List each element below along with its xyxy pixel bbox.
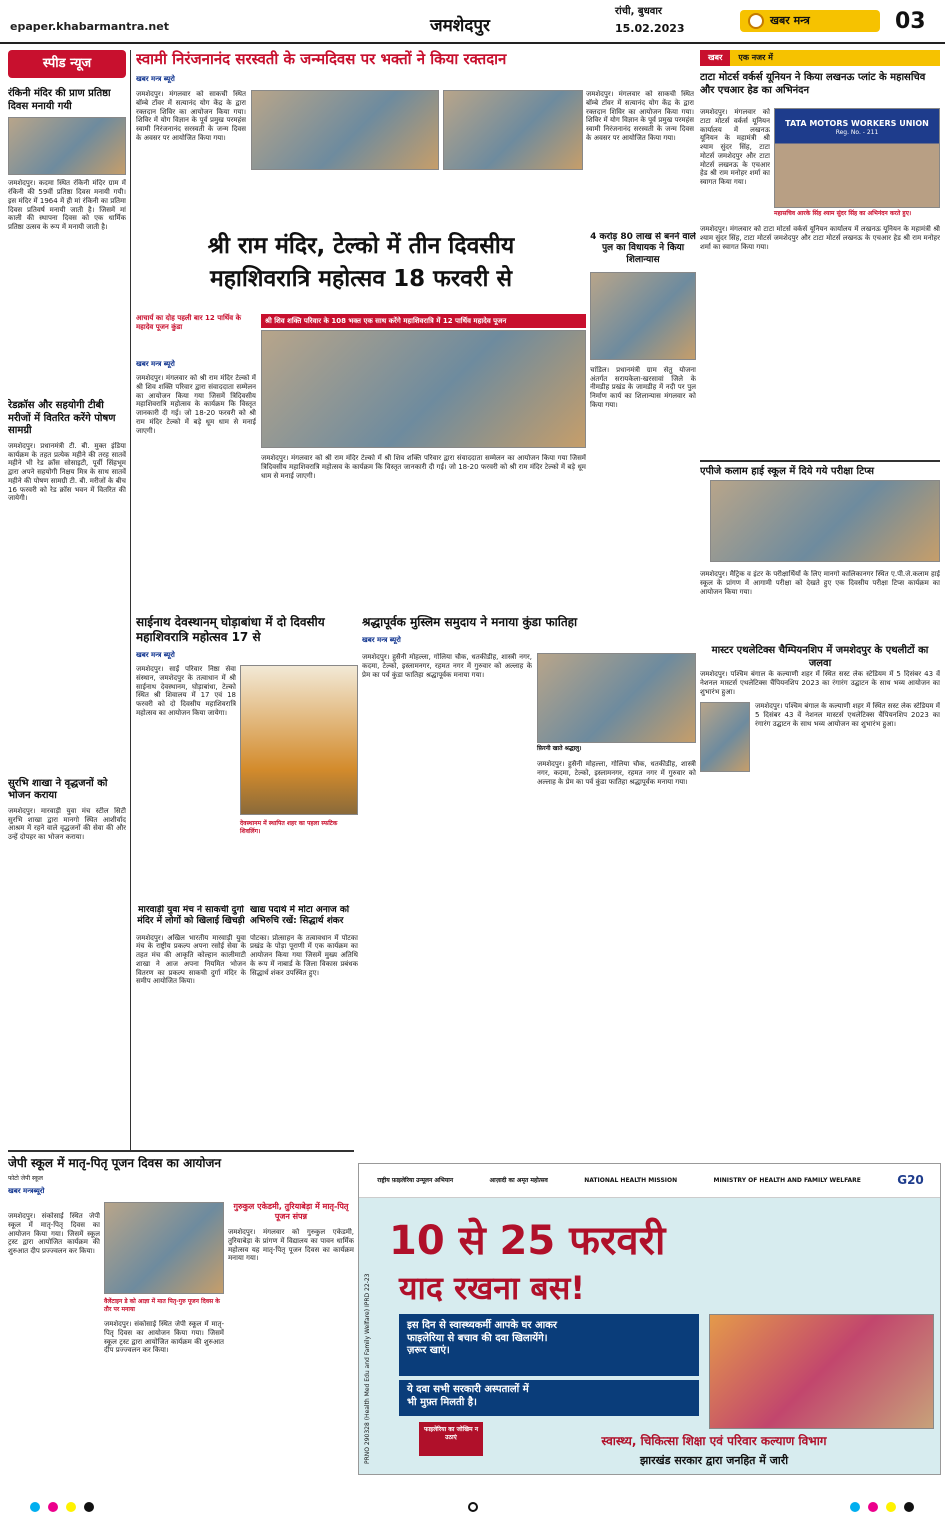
- speed-news-badge: स्पीड न्यूज: [8, 50, 126, 78]
- magenta-mark-icon: [48, 1502, 58, 1512]
- filaria-campaign-logo: राष्ट्रीय फ़ाइलेरिया उन्मूलन अभियान: [377, 1176, 454, 1184]
- page-number: 03: [895, 9, 926, 34]
- kunda-fatiha-body: जमशेदपुर। हुसैनी मोहल्ला, गोलिया चौक, धतकीडीह, शास्त्री नगर, कदमा, टेल्को, इस्लामनगर, रहमत नगर में गुरुवार को अल्लाह के प्रेम का पर्व कुंडा फातिहा श्रद्धापूर्वक मनाया गया।: [362, 653, 532, 679]
- black-mark-right-icon: [904, 1502, 914, 1512]
- jp-school-byline: खबर मन्त्रब्यूरो: [8, 1186, 45, 1195]
- kunda-fatiha-byline: खबर मन्त्र ब्यूरो: [362, 636, 401, 644]
- sainath-byline: खबर मन्त्र ब्यूरो: [136, 651, 175, 659]
- fatiha-caption: फ़िरनी खाते श्रद्धालु।: [537, 745, 582, 752]
- ad-message-box-2: ये दवा सभी सरकारी अस्पतालों में भी मुफ़्त मिलती है।: [399, 1380, 699, 1416]
- mahashivratri-photo-caption: श्री शिव शक्ति परिवार के 108 भक्त एक साथ करेंगे महाशिवरात्रि में 12 पार्थिव महादेव पूजन: [261, 314, 586, 328]
- top-story-title: स्वामी निरंजनानंद सरस्वती के जन्मदिवस पर भक्तों ने किया रक्तदान: [136, 50, 507, 68]
- sainath-caption: देवस्थानम में स्थापित शहर का पहला स्फटिक शिवलिंग।: [240, 820, 338, 835]
- tata-union-caption: महासचिव आरके सिंह श्याम सुंदर सिंह का अभिनंदन करते हुए।: [774, 210, 912, 217]
- sainath-body: जमशेदपुर। साईं परिवार निष्ठा सेवा संस्थान, जमशेदपुर के तत्वाधान में श्री साईनाथ देवस्थानम, घोड़ाबांधा, टेल्को स्थित श्री शिवालय में 17 एवं 18 फरवरी को दो दिवसीय महाशिवरात्रि महोत्सव का आयोजन किया जायेगा।: [136, 665, 236, 717]
- edition-city: जमशेदपुर: [430, 16, 490, 36]
- yellow-mark-right-icon: [886, 1502, 896, 1512]
- athletics-body-cont: जमशेदपुर। पश्चिम बंगाल के कल्याणी शहर में स्थित सस्ट लेक स्टेडियम में 5 दिसंबर 43 वें नेशनल मास्टर्स एथलेटिक्स चैंपियनशिप 2023 का रंगारंग उद्घाटन के साथ भव्य आयोजन का शुभारंभ हुआ।: [755, 702, 940, 728]
- mahashivratri-story: [136, 232, 586, 612]
- masthead: [0, 0, 945, 44]
- blood-donation-photo-2: [443, 90, 583, 170]
- top-story: [136, 50, 696, 230]
- athletics-title: मास्टर एथलेटिक्स चैम्पियनशिप में जमशेदपुर के एथलीटों का जलवा: [711, 645, 929, 669]
- jp-school-caption: वैलेंटाइन डे को आज्ञा में मात पितृ-गुरु पूजन दिवस के तौर पर मनाया: [104, 1298, 220, 1313]
- ad-headline-2: याद रखना बस!: [399, 1269, 585, 1307]
- ad-logo-strip: [359, 1164, 941, 1198]
- speed-news-column: [8, 50, 126, 1150]
- mahashivratri-kicker: आचार्य का दोह पहली बार 12 पार्थिव के महादेव पूजन कुंडा: [136, 314, 241, 331]
- kunda-fatiha-story: [362, 615, 696, 905]
- speed-news-body-2: जमशेदपुर। प्रधानमंत्री टी. बी. मुक्त इंडिया कार्यक्रम के तहत प्रत्येक महीने की तरह सातवें महीने भी रेड क्रॉस सोसाइटी, पूर्वी सिंहभूम द्वारा अपने सहयोगी निक्षय मित्र के साथ सातवें महीने की पोषण सामग्री टी. बी. मरीजों के बीच 16 फरवरी को रेड क्रॉस भवन में वितरित की जायेगी।: [8, 441, 126, 503]
- apj-body: जमशेदपुर। मैट्रिक व इंटर के परीक्षार्थियों के लिए मानगो कालिकानगर स्थित ए.पी.जे.कलाम हाई स्कूल के प्रांगण में आगामी परीक्षा को देखते हुए एक दिवसीय परीक्षा टिप्स कार्यक्रम का आयोजन किया गया।: [700, 570, 940, 596]
- mahashivratri-body: जमशेदपुर। मंगलवार को श्री राम मंदिर टेल्को में श्री शिव शक्ति परिवार द्वारा संवाददाता सम्मेलन का आयोजन किया गया जिसमें त्रिदिवसीय महाशिवरात्रि महोत्सव के कार्यक्रम कि विस्तृत जानकारी दी गई। जो 18-20 फरवरी को श्री राम मंदिर टेल्को में बड़े धूम धाम से मनाई जाएगी।: [136, 374, 256, 435]
- tata-union-body: जमशेदपुर। मंगलवार को टाटा मोटर्स वर्कर्स यूनियन कार्यालय में लखनऊ यूनियन के महामंत्री श्री श्याम सुंदर सिंह, टाटा मोटर्स जमशेदपुर और टाटा मोटर्स लखनऊ के एचआर हेड श्री राम मनोहर शर्मा का स्वागत किया गया।: [700, 108, 770, 186]
- bridge-body: चांडिल। प्रधानमंत्री ग्राम सेतु योजना अंतर्गत सरायकेला-खरसावां जिले के नीमडीह प्रखंड के जामडीह में नदी पर पुल निर्माण कार्य का शिलान्यास मंगलवार को किया गया।: [590, 365, 696, 409]
- speed-news-body-3: जमशेदपुर। मारवाड़ी युवा मंच स्टील सिटी सुरभि शाखा द्वारा मानगो स्थित आशीर्वाद आश्रम में रहने वाले वृद्धजनों की सेवा की और उन्हें दोपहर का भोजन कराया।: [8, 806, 126, 841]
- rankini-photo: [8, 117, 126, 175]
- black-mark-icon: [84, 1502, 94, 1512]
- apj-photo: [710, 480, 940, 562]
- edition-date: 15.02.2023: [615, 22, 685, 35]
- athlete-photo: [700, 702, 750, 772]
- brand-logo: खबर मन्त्र: [740, 10, 880, 32]
- millet-body: पोटका। प्रोत्साहन के तत्वावधान में पोटका प्रखंड के पोड़ा पूराणी में एक कार्यक्रम का आयोजन किया गया जिसमें मुख्य अतिथि के रूप में नाबार्ड के जिला विकास प्रबंधक सिद्धार्थ शंकर उपस्थित हुए।: [250, 933, 358, 977]
- g20-logo: G20: [897, 1173, 924, 1187]
- print-registration-strip: [0, 1497, 945, 1517]
- millet-story: [250, 905, 358, 1155]
- jp-school-story: [8, 1150, 354, 1495]
- marwari-story: [136, 905, 246, 1155]
- jp-school-body: जमशेदपुर। संकोसाई स्थित जेपी स्कूल में मातृ-पितृ दिवस का आयोजन किया गया। जिसमें स्कूल ट्रस्ट द्वारा आयोजित कार्यक्रम की शुरुआत दीप प्रज्ज्वलन कर किया।: [8, 1212, 100, 1255]
- apj-title: एपीजे कलाम हाई स्कूल में दिये गये परीक्षा टिप्स: [700, 460, 940, 479]
- cyan-mark-icon: [30, 1502, 40, 1512]
- bridge-story: [590, 232, 696, 612]
- filaria-advertisement: [358, 1163, 941, 1475]
- brand-mark-icon: [748, 13, 764, 29]
- marwari-body: जमशेदपुर। अखिल भारतीय मारवाड़ी युवा मंच के राष्ट्रीय प्रकल्प अपना रसोई सेवा के तहत मंच की आकृति कोल्हान कालीमाटी शाखा ने आज अपना नियमित भोजन वितरण का प्रकल्प साकची दुर्गा मंदिर के समीप आयोजित किया।: [136, 933, 246, 986]
- top-story-byline: खबर मन्त्र ब्यूरो: [136, 74, 175, 83]
- shivling-photo: [240, 665, 358, 815]
- azadi-logo: आज़ादी का अमृत महोत्सव: [489, 1176, 548, 1184]
- kunda-fatiha-body-cont: जमशेदपुर। हुसैनी मोहल्ला, गोलिया चौक, धतकीडीह, शास्त्री नगर, कदमा, टेल्को, इस्लामनगर, रहमत नगर में गुरुवार को अल्लाह के प्रेम का पर्व कुंडा फातिहा श्रद्धापूर्वक मनाया गया।: [537, 760, 696, 786]
- edition-place: रांची, बुधवार: [615, 6, 663, 17]
- mahashivratri-body-cont: जमशेदपुर। मंगलवार को श्री राम मंदिर टेल्को में श्री शिव शक्ति परिवार द्वारा संवाददाता सम्मेलन का आयोजन किया गया जिसमें त्रिदिवसीय महाशिवरात्रि महोत्सव के कार्यक्रम कि विस्तृत जानकारी दी गई। जो 18-20 फरवरी को श्री राम मंदिर टेल्को में बड़े धूम धाम से मनाई जाएगी।: [261, 454, 586, 480]
- marwari-title: मारवाड़ी युवा मंच ने साकची दुर्गा मंदिर में लोगों को खिलाई खिचड़ी: [137, 905, 245, 927]
- tata-union-body-cont: जमशेदपुर। मंगलवार को टाटा मोटर्स वर्कर्स यूनियन कार्यालय में लखनऊ यूनियन के महामंत्री श्री श्याम सुंदर सिंह, टाटा मोटर्स जमशेदपुर और टाटा मोटर्स लखनऊ के एचआर हेड श्री राम मनोहर शर्मा का स्वागत किया गया।: [700, 225, 940, 251]
- top-story-body-cont: जमशेदपुर। मंगलवार को साकची स्थित बॉम्बे टॉवर में सत्यानंद योग केंद्र के द्वारा रक्तदान शिविर का आयोजन किया गया। शिविर में योग विज्ञान के पूर्व प्रमुख परमहंस स्वामी निरंजनानंद सरस्वती के जन्म दिवस के अवसर पर आयोजित किया गया।: [586, 90, 694, 142]
- jp-school-photo-credit: फोटो जेपी स्कूल: [8, 1175, 43, 1182]
- ad-headline-1: 10 से 25 फरवरी: [389, 1218, 666, 1264]
- registration-mark-icon: [468, 1502, 478, 1512]
- sainath-story: [136, 615, 358, 905]
- jp-school-photo: [104, 1202, 224, 1294]
- bridge-photo: [590, 272, 696, 360]
- magenta-mark-right-icon: [868, 1502, 878, 1512]
- fatiha-photo: [537, 653, 696, 743]
- gurukul-body: जमशेदपुर। मंगलवार को गुरुकुल एकेडमी, तुरियाबेड़ा के प्रांगण में विद्यालय का पावन धार्मिक महोत्सव यह मातृ-पितृ पूजन दिवस का कार्यक्रम मनाया गया।: [228, 1228, 354, 1263]
- tata-union-title: टाटा मोटर्स वर्कर्स यूनियन ने किया लखनऊ प्लांट के महासचिव और एचआर हेड का अभिनंदन: [700, 72, 926, 96]
- speed-news-title-2: रेडक्रॉस और सहयोगी टीबी मरीजों में वितरित करेंगे पोषण सामग्री: [8, 400, 116, 437]
- top-story-body: जमशेदपुर। मंगलवार को साकची स्थित बॉम्बे टॉवर में सत्यानंद योग केंद्र के द्वारा रक्तदान शिविर का आयोजन किया गया। शिविर में योग विज्ञान के पूर्व प्रमुख परमहंस स्वामी निरंजनानंद सरस्वती के जन्म दिवस के अवसर पर आयोजित किया गया।: [136, 90, 246, 142]
- sainath-title: साईनाथ देवस्थानम् घोड़ाबांधा में दो दिवसीय महाशिवरात्रि महोत्सव 17 से: [136, 615, 325, 644]
- speed-news-body-1: जमशेदपुर। कदमा स्थित रंकिनी मंदिर ग्राम में रंकिनी की 59वीं प्रतिष्ठा दिवस मनायी गयी। इस मंदिर में 1964 में ही मां रंकिनी का प्रतिमा दिवस प्रतिवर्ष मनायी जाती है। जिसमें मां काली की स्थापना दिवस को एक धार्मिक प्रतिष्ठा उत्सव के रूप में मनायी जाती है।: [8, 179, 126, 231]
- cyan-mark-right-icon: [850, 1502, 860, 1512]
- mahashivratri-byline: खबर मन्त्र ब्यूरो: [136, 360, 175, 368]
- ad-vertical-text: PRNO 290328 (Health Med Edu and Family Welfare) IPRD 22-23: [364, 1273, 371, 1464]
- site-url[interactable]: epaper.khabarmantra.net: [10, 20, 169, 33]
- khabar-tag: खबर एक नजर में: [700, 50, 940, 66]
- bridge-title: 4 करोड़ 80 लाख से बनने वाले पुल का विधायक ने किया शिलान्यास: [590, 232, 696, 265]
- nhm-logo: NATIONAL HEALTH MISSION: [584, 1176, 678, 1184]
- mahashivratri-photo: [261, 330, 586, 448]
- ad-risk-badge: फाइलेरिया का जोखिम न उठाएं: [419, 1422, 483, 1456]
- right-column: [700, 50, 940, 1160]
- millet-title: खाद्य पदार्थ में मोटा अनाज को अभिरुचि रखें: सिद्धार्थ शंकर: [250, 905, 350, 927]
- tata-union-photo: TATA MOTORS WORKERS UNION Reg. No. - 211: [774, 108, 940, 208]
- ad-footer-department: स्वास्थ्य, चिकित्सा शिक्षा एवं परिवार कल्याण विभाग: [601, 1434, 827, 1448]
- jp-school-title: जेपी स्कूल में मातृ-पितृ पूजन दिवस का आयोजन: [8, 1150, 354, 1171]
- athletics-body: जमशेदपुर। पश्चिम बंगाल के कल्याणी शहर में स्थित सस्ट लेक स्टेडियम में 5 दिसंबर 43 वें नेशनल मास्टर्स एथलेटिक्स चैंपियनशिप 2023 का रंगारंग उद्घाटन के साथ भव्य आयोजन का शुभारंभ हुआ।: [700, 670, 940, 696]
- mahashivratri-title-2: महाशिवरात्रि महोत्सव 18 फरवरी से: [209, 265, 513, 292]
- mohfw-logo: MINISTRY OF HEALTH AND FAMILY WELFARE: [713, 1176, 861, 1184]
- ad-family-photo: [709, 1314, 934, 1429]
- ad-message-box-1: इस दिन से स्वास्थ्यकर्मी आपके घर आकर फाइलेरिया से बचाव की दवा खिलायेंगे। ज़रूर खाएं।: [399, 1314, 699, 1376]
- blood-donation-photo-1: [251, 90, 439, 170]
- ad-footer-govt: झारखंड सरकार द्वारा जनहित में जारी: [639, 1454, 789, 1467]
- mahashivratri-title-1: श्री राम मंदिर, टेल्को में तीन दिवसीय: [207, 233, 515, 259]
- column-divider: [130, 50, 131, 1150]
- speed-news-title-1: रंकिनी मंदिर की प्राण प्रतिष्ठा दिवस मनायी गयी: [8, 88, 111, 112]
- jp-school-body-cont: जमशेदपुर। संकोसाई स्थित जेपी स्कूल में मातृ-पितृ दिवस का आयोजन किया गया। जिसमें स्कूल ट्रस्ट द्वारा आयोजित कार्यक्रम की शुरुआत दीप प्रज्ज्वलन कर किया।: [104, 1320, 224, 1355]
- kunda-fatiha-title: श्रद्धापूर्वक मुस्लिम समुदाय ने मनाया कुंडा फातिहा: [362, 615, 578, 629]
- gurukul-title: गुरुकुल एकेडमी, तुरियाबेड़ा में मातृ-पितृ पूजन संपन्न: [233, 1202, 349, 1221]
- speed-news-title-3: सुरभि शाखा ने वृद्धजनों को भोजन कराया: [8, 777, 108, 802]
- yellow-mark-icon: [66, 1502, 76, 1512]
